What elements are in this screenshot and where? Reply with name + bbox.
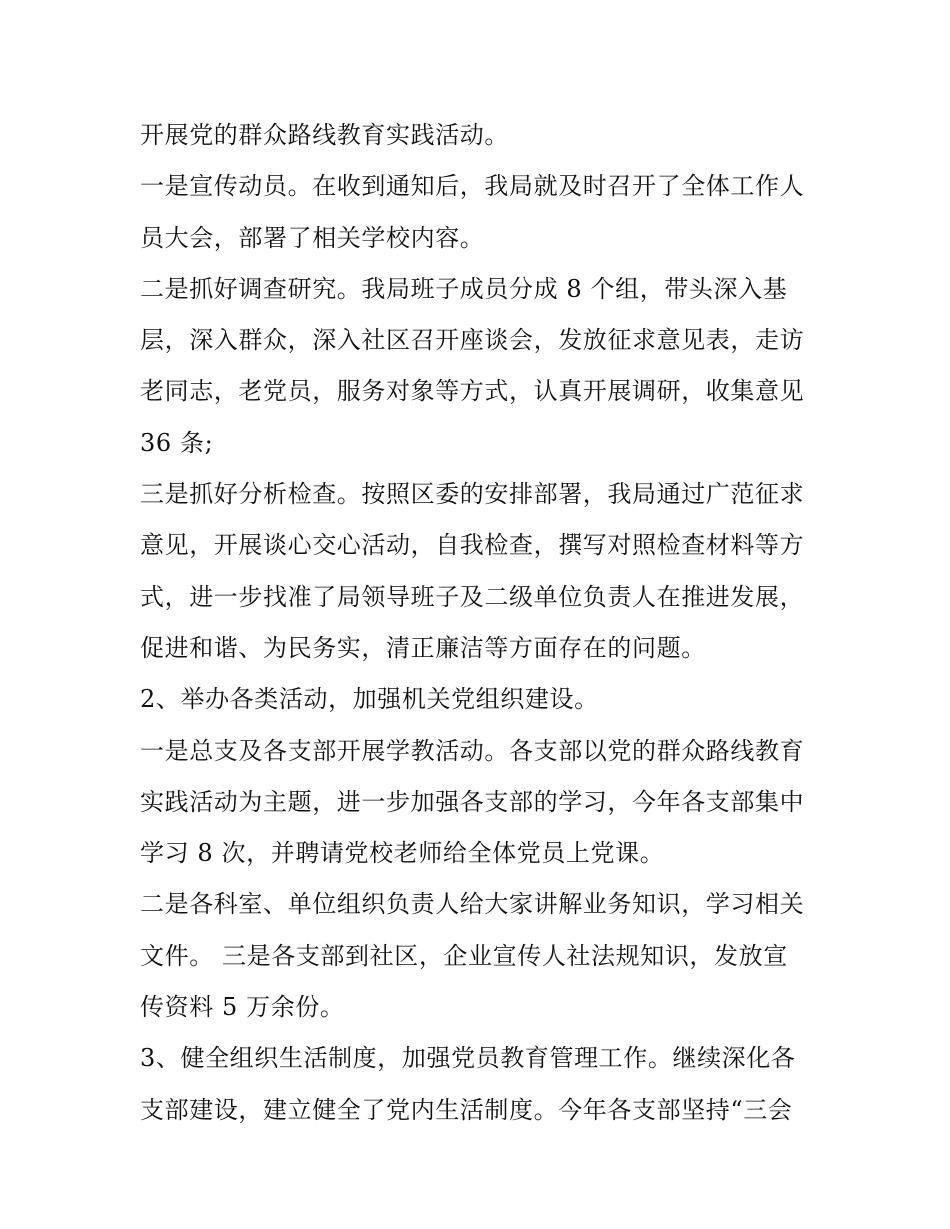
text-line: 学习 8 次，并聘请党校老师给全体党员上党课。 bbox=[140, 839, 665, 868]
text-line: 员大会，部署了相关学校内容。 bbox=[140, 223, 485, 252]
text-line: 36 条; bbox=[140, 428, 214, 457]
text-line: 开展党的群众路线教育实践活动。 bbox=[140, 121, 509, 149]
text-line: 促进和谐、为民务实，清正廉洁等方面存在的问题。 bbox=[140, 633, 706, 662]
text-line: 支部建设，建立健全了党内生活制度。今年各支部坚持“三会 bbox=[140, 1095, 793, 1124]
text-line: 文件。 三是各支部到社区，企业宣传人社法规知识，发放宣 bbox=[140, 941, 788, 970]
text-line: 意见，开展谈心交心活动，自我检查，撰写对照检查材料等方 bbox=[140, 531, 805, 560]
text-line: 式，进一步找准了局领导班子及二级单位负责人在推进发展， bbox=[140, 582, 805, 611]
text-line: 二是各科室、单位组织负责人给大家讲解业务知识，学习相关 bbox=[140, 890, 805, 919]
text-line: 一是总支及各支部开展学教活动。各支部以党的群众路线教育 bbox=[140, 736, 805, 765]
document-body bbox=[140, 110, 820, 1136]
text-line: 一是宣传动员。在收到通知后，我局就及时召开了全体工作人 bbox=[140, 172, 805, 201]
text-line: 二是抓好调查研究。我局班子成员分成 8 个组，带头深入基 bbox=[140, 274, 788, 303]
text-line: 层，深入群众，深入社区召开座谈会，发放征求意见表，走访 bbox=[140, 326, 805, 355]
text-line: 三是抓好分析检查。按照区委的安排部署，我局通过广范征求 bbox=[140, 480, 805, 509]
text-line: 传资料 5 万余份。 bbox=[140, 993, 345, 1022]
text-line: 老同志，老党员，服务对象等方式，认真开展调研，收集意见 bbox=[140, 377, 805, 406]
text-line: 3、健全组织生活制度，加强党员教育管理工作。继续深化各 bbox=[140, 1044, 796, 1073]
text-line: 2、举办各类活动，加强机关党组织建设。 bbox=[140, 685, 599, 714]
text-line: 实践活动为主题，进一步加强各支部的学习，今年各支部集中 bbox=[140, 787, 805, 816]
